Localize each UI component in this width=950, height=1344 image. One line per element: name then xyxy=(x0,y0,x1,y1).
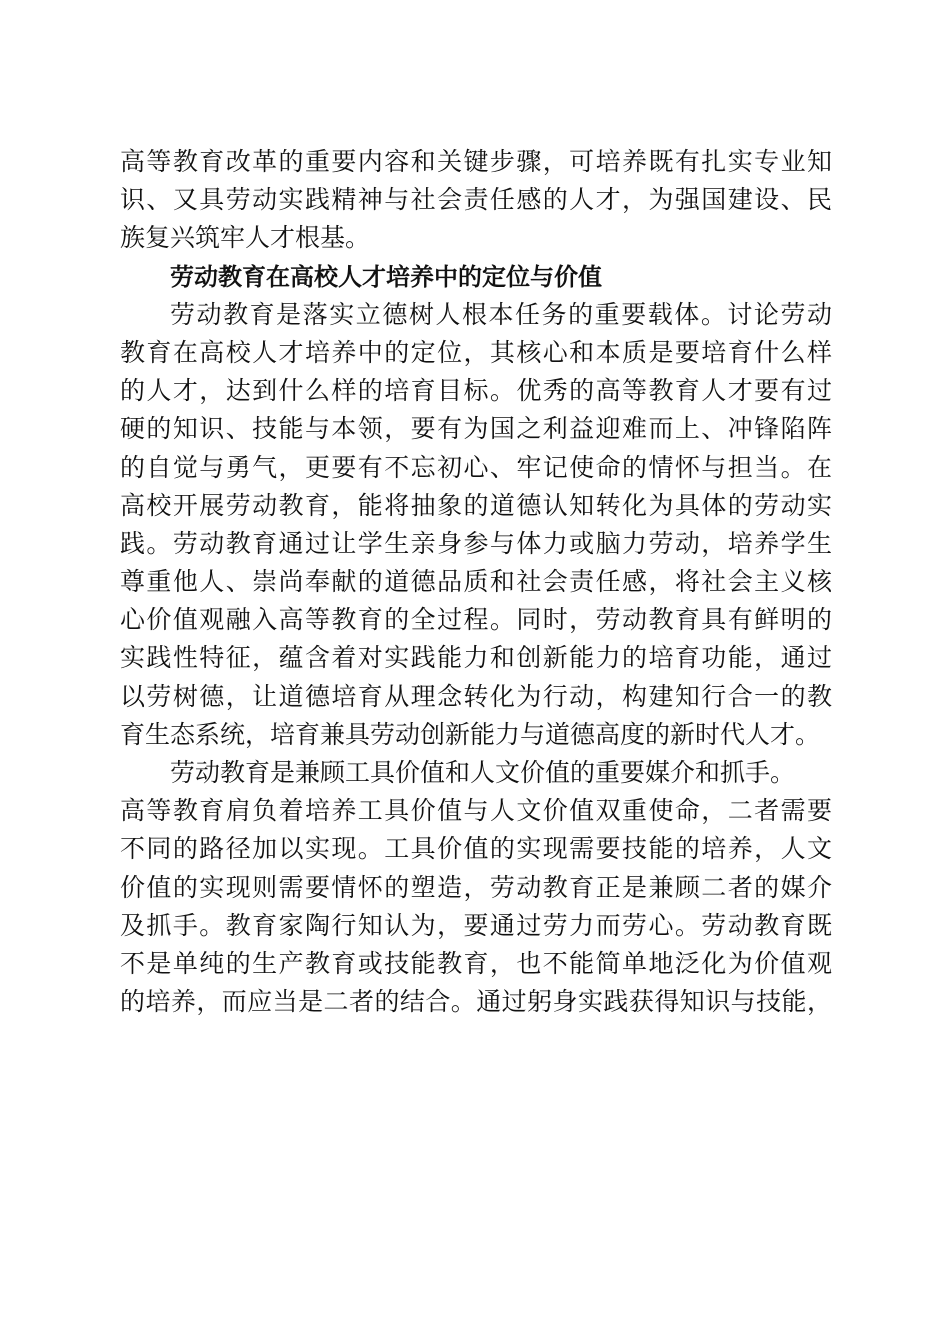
text-line: 教育在高校人才培养中的定位，其核心和本质是要培育什么样 xyxy=(120,337,832,367)
text-line: 的人才，达到什么样的培育目标。优秀的高等教育人才要有过 xyxy=(120,376,832,406)
text-line: 族复兴筑牢人才根基。 xyxy=(120,223,371,253)
text-line: 心价值观融入高等教育的全过程。同时，劳动教育具有鲜明的 xyxy=(120,605,832,635)
text-line: 不是单纯的生产教育或技能教育，也不能简单地泛化为价值观 xyxy=(120,948,832,978)
document-body xyxy=(120,143,832,1021)
section-heading: 劳动教育在高校人才培养中的定位与价值 xyxy=(170,262,602,291)
text-line: 高等教育改革的重要内容和关键步骤，可培养既有扎实专业知 xyxy=(120,147,832,176)
text-line: 的自觉与勇气，更要有不忘初心、牢记使命的情怀与担当。在 xyxy=(120,452,832,482)
text-line: 的培养，而应当是二者的结合。通过躬身实践获得知识与技能， xyxy=(120,987,832,1017)
text-line: 尊重他人、崇尚奉献的道德品质和社会责任感，将社会主义核 xyxy=(120,567,832,597)
text-line: 践。劳动教育通过让学生亲身参与体力或脑力劳动，培养学生 xyxy=(120,528,832,558)
text-line: 实践性特征，蕴含着对实践能力和创新能力的培育功能，通过 xyxy=(120,643,832,673)
text-line: 劳动教育是兼顾工具价值和人文价值的重要媒介和抓手。 xyxy=(170,758,796,787)
paragraph-2 xyxy=(120,754,832,1021)
text-line: 高等教育肩负着培养工具价值与人文价值双重使命，二者需要 xyxy=(120,796,832,826)
text-line: 价值的实现则需要情怀的塑造，劳动教育正是兼顾二者的媒介 xyxy=(120,872,832,902)
text-line: 及抓手。教育家陶行知认为，要通过劳力而劳心。劳动教育既 xyxy=(120,910,832,940)
text-line: 劳动教育是落实立德树人根本任务的重要载体。讨论劳动 xyxy=(170,299,832,329)
text-line: 高校开展劳动教育，能将抽象的道德认知转化为具体的劳动实 xyxy=(120,490,832,520)
text-line: 以劳树德，让道德培育从理念转化为行动，构建知行合一的教 xyxy=(120,681,832,711)
paragraph-1 xyxy=(120,296,832,754)
intro-paragraph xyxy=(120,143,832,258)
text-line: 不同的路径加以实现。工具价值的实现需要技能的培养，人文 xyxy=(120,834,832,864)
text-line: 育生态系统，培育兼具劳动创新能力与道德高度的新时代人才。 xyxy=(120,719,821,749)
text-line: 硬的知识、技能与本领，要有为国之利益迎难而上、冲锋陷阵 xyxy=(120,414,832,444)
text-line: 识、又具劳动实践精神与社会责任感的人才，为强国建设、民 xyxy=(120,185,832,215)
